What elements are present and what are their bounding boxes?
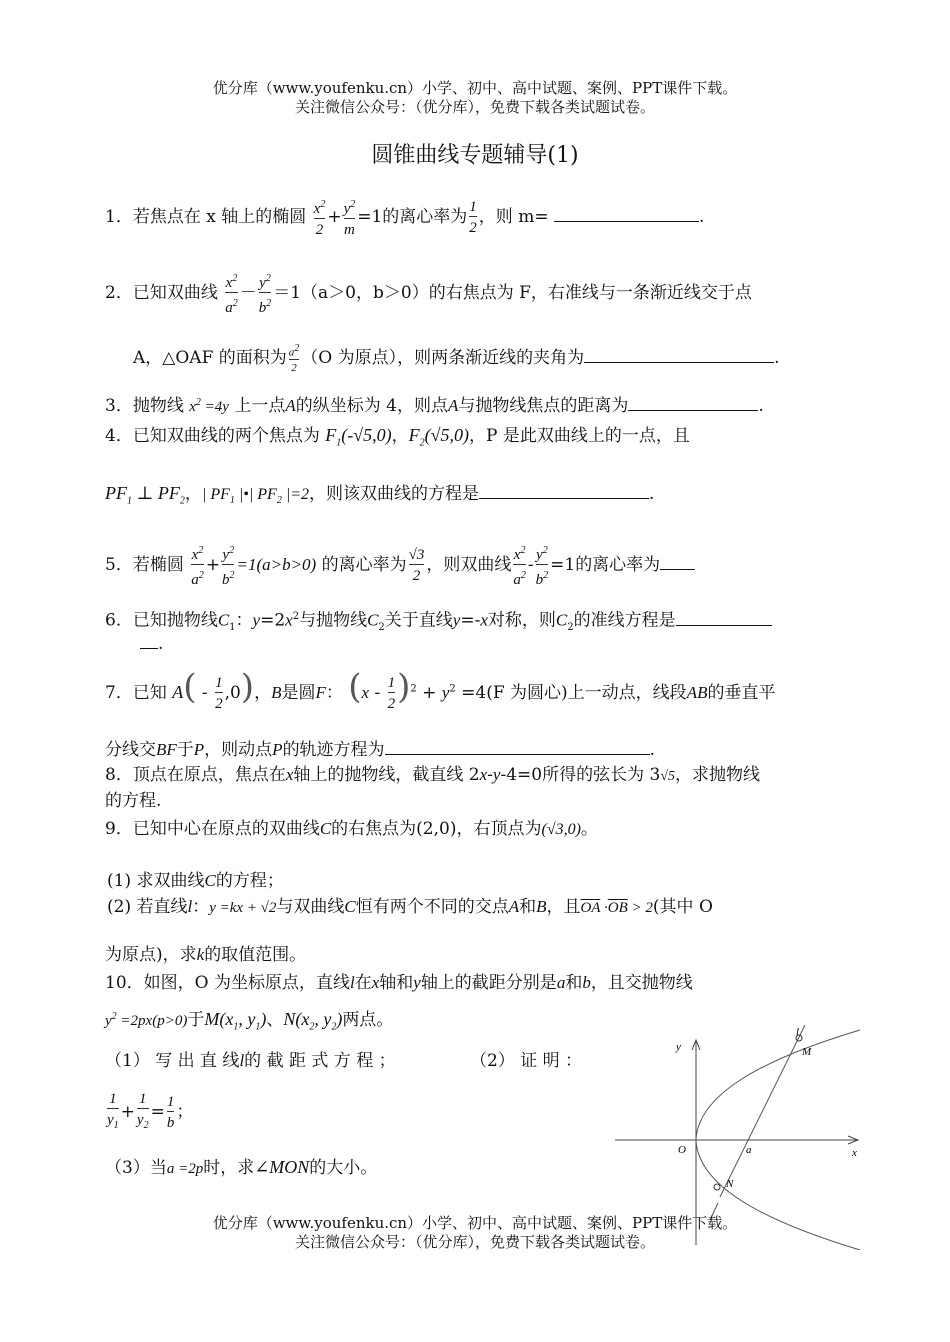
header-line-1: 优分库（www.youfenku.cn）小学、初中、高中试题、案例、PPT课件下载。 <box>212 79 738 97</box>
question-10-part-2: （2） 证 明 ： <box>470 1051 583 1071</box>
label-a: a <box>746 1144 752 1156</box>
question-10-part-1: （1） 写 出 直 线l的 截 距 式 方 程 ； <box>105 1051 396 1071</box>
question-7: 7．已知 A( - $\frac{1}{2}$ ,0)，B是圆F： (x - $\frac{1}{2}$ )$^2 + y^2 =4(F$ 为圆心)上一动点，线段AB的垂直平 <box>105 667 776 712</box>
line-l <box>720 1025 805 1197</box>
question-8-cont: 的方程. <box>105 791 162 811</box>
question-10: 10．如图，O 为坐标原点，直线l在x轴和y轴上的截距分别是a和b，且交抛物线 <box>105 973 693 993</box>
question-10-cont: $y^2 =2px(p>0)$于$M(x_1$, $y_1$)、$N(x_2$, $y_2$)两点。 <box>105 1009 394 1033</box>
question-9: 9．已知中心在原点的双曲线C的右焦点为(2,0)，右顶点为(√3,0)。 <box>105 819 598 839</box>
question-9-part-2-cont: 为原点)，求k的取值范围。 <box>105 945 307 965</box>
question-3: 3．抛物线 $x^2 =4y$ 上一点A的纵坐标为 4，则点A与抛物线焦点的距离为 . <box>105 396 764 416</box>
question-4: 4．已知双曲线的两个焦点为 $F_1(-√5,0)$，$F_2(√5,0)$，P 是此双曲线上的一点，且 <box>105 425 690 449</box>
question-10-part-2-formula: $\frac{1}{y_1}$ + $\frac{1}{y_2}$ = $\frac{1}{b}$ ； <box>105 1090 193 1135</box>
label-O: O <box>678 1144 686 1156</box>
label-x: x <box>852 1147 857 1159</box>
footer-line-2: 关注微信公众号：（优分库），免费下载各类试题试卷。 <box>294 1233 655 1251</box>
page-title: 圆锥曲线专题辅导(1) <box>371 143 579 168</box>
label-y: y <box>676 1041 681 1053</box>
question-6-cont: . <box>140 632 163 655</box>
question-7-cont: 分线交BF于P，则动点P的轨迹方程为 . <box>105 740 655 760</box>
question-2: 2．已知双曲线 $\frac{x^2}{a^2}$ － $\frac{y^2}{b^2}$ ＝1（a＞0，b＞0）的右焦点为 F，右准线与一条渐近线交于点 <box>105 273 752 316</box>
question-9-part-2: (2) 若直线l：y =kx + √2与双曲线C恒有两个不同的交点A和B，且$\overline{OA} \cdot\overline{OB} > 2$(其中 O <box>107 897 713 917</box>
footer-line-1: 优分库（www.youfenku.cn）小学、初中、高中试题、案例、PPT课件下载。 <box>212 1214 738 1232</box>
question-4-cont: $PF_1$ ⊥ $PF_2$，| $PF_1$ |•| $PF_2$ |=2，则该双曲线的方程是 . <box>105 483 655 507</box>
point-N <box>714 1184 720 1190</box>
question-2-cont: A，△OAF 的面积为 $\frac{a^2}{2}$ （O 为原点），则两条渐近线的夹角为 . <box>133 343 780 374</box>
question-8: 8．顶点在原点，焦点在x轴上的抛物线，截直线 2x-y-4=0所得的弦长为 3√5，求抛物线 <box>105 765 760 785</box>
label-N: N <box>726 1178 734 1190</box>
question-1: 1．若焦点在 x 轴上的椭圆 $\frac{x^2}{2}$ + $\frac{y^2}{m}$ =1的离心率为 $\frac{1}{2}$ ，则 m= . <box>105 199 705 238</box>
label-M: M <box>802 1046 812 1058</box>
question-5: 5．若椭圆 $\frac{x^2}{a^2}$ + $\frac{y^2}{b^2}$ =1(a>b>0) 的离心率为 $\frac{√3}{2}$ ，则双曲线 $\frac{x^2}{a^2}$ - $\frac{y^2}{b^2}$ =1的离心率为 <box>105 542 695 589</box>
question-10-part-3: （3）当a =2p时，求∠MON的大小。 <box>105 1157 378 1178</box>
label-l: l <box>796 1026 800 1038</box>
question-6: 6．已知抛物线$C_1$：$y=2x^2$与抛物线$C_2$关于直线y=-x对称，则$C_2$的准线方程是 <box>105 606 772 639</box>
header-line-2: 关注微信公众号：（优分库），免费下载各类试题试卷。 <box>294 98 655 116</box>
question-9-part-1: (1) 求双曲线C的方程； <box>107 871 284 891</box>
